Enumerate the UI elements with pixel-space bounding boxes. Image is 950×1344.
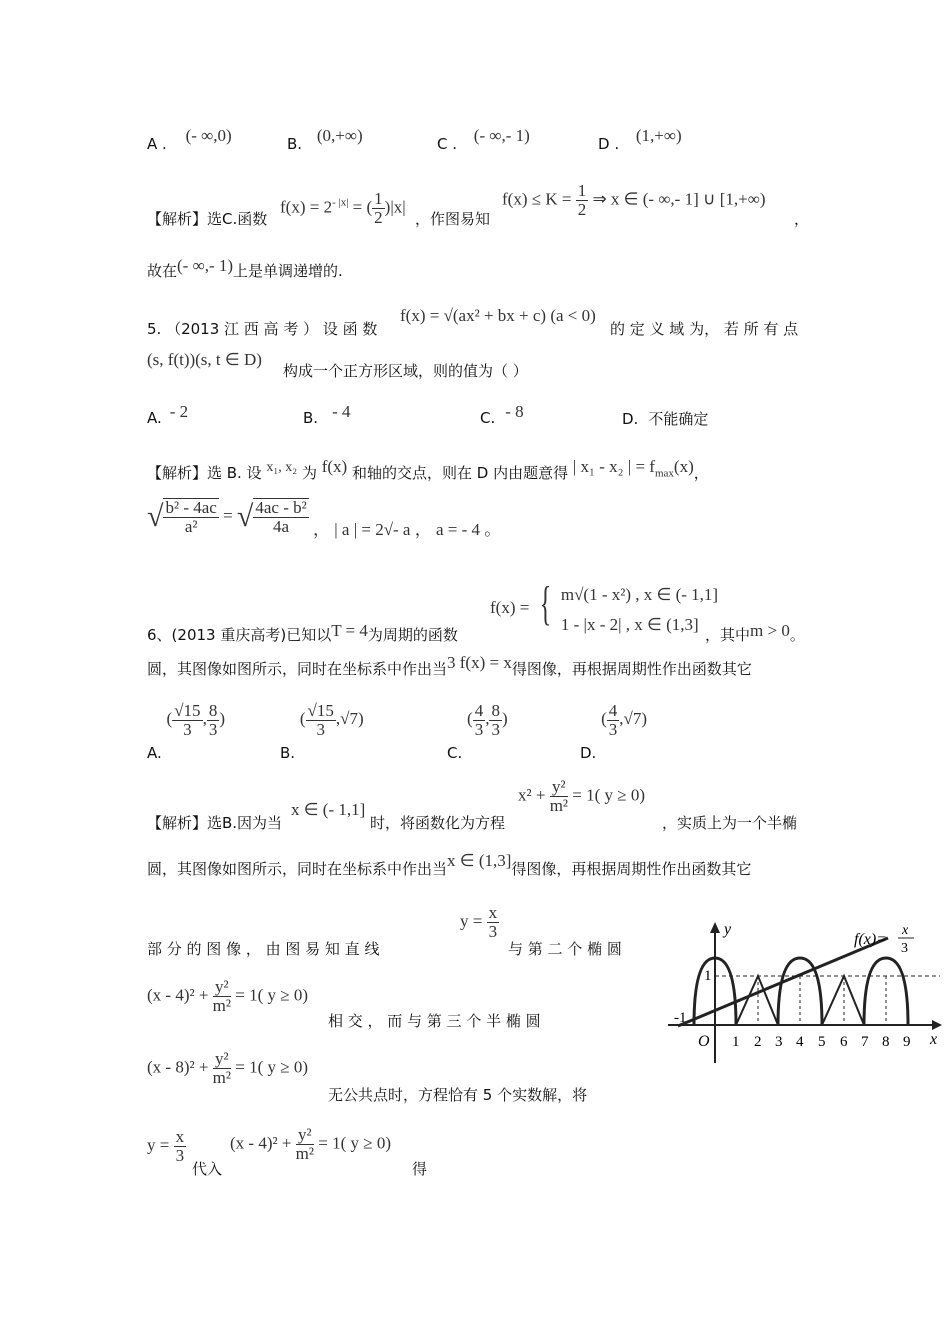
q5-intro: 5. （2013 江 西 高 考 ） 设 函 数 xyxy=(147,320,378,338)
q6-line3-a: 部 分 的 图 像 ， 由 图 易 知 直 线 xyxy=(147,940,380,958)
option-label: D . xyxy=(598,135,620,153)
q5-option-b: B. - 4 xyxy=(303,402,351,427)
q5-intro-tail: 的 定 义 域 为， 若 所 有 点 xyxy=(610,320,799,338)
y-axis-label: y xyxy=(724,921,732,938)
option-label: C . xyxy=(437,135,458,153)
y-axis-arrow-icon xyxy=(710,922,720,933)
q4-option-d xyxy=(598,126,682,154)
y-one-label: 1 xyxy=(704,968,712,984)
q6-line-eq: y = $\frac{x}{3}$ xyxy=(460,903,498,941)
option-label: B. xyxy=(287,135,303,153)
origin-label: O xyxy=(698,1033,710,1050)
x-tick-3: 3 xyxy=(775,1034,783,1050)
q6-ellipse2-repeat: (x - 4)² + $\frac{\text{y²}}{\text{m²}}$ = 1( y ≥ 0) xyxy=(230,1125,391,1163)
x-tick-1: 1 xyxy=(732,1034,740,1050)
q6-sub-in: 代入 xyxy=(192,1160,223,1178)
q6-line5-b: 无公共点时，方程恰有 5 个实数解，将 xyxy=(328,1086,588,1104)
q6-line2: 圆，其图像如图所示，同时在坐标系中作出当3 f(x) = x得图像，再根据周期性作出函数其它 xyxy=(147,653,752,678)
q6-piecewise: f(x) = { m√(1 - x²) , x ∈ (- 1,1] 1 - |x - 2| , x ∈ (1,3] xyxy=(490,577,719,634)
option-value: (- ∞,0) xyxy=(185,126,232,145)
x-tick-7: 7 xyxy=(861,1034,869,1050)
option-label: A . xyxy=(147,135,167,153)
q6-analysis-a: 【解析】选B.因为当 xyxy=(147,814,283,832)
fx-label-den: 3 xyxy=(901,941,908,956)
x-axis-label: x xyxy=(930,1031,938,1048)
x-axis-arrow-icon xyxy=(932,1020,942,1030)
q5-line2: 构成一个正方形区域，则的值为（ ） xyxy=(283,362,528,380)
q4-inequality: f(x) ≤ K = $\frac{1}{2}$ ⇒ x ∈ (- ∞,- 1] ∪ [1,+∞) xyxy=(502,181,766,219)
q6-option-d: D. ( $\frac{4}{3}$ ,√7) xyxy=(580,701,648,763)
q6-interval1: x ∈ (- 1,1] xyxy=(291,800,366,819)
q6-intro: 6、(2013 重庆高考)已知以T = 4为周期的函数 xyxy=(147,621,458,644)
q6-ellipse3: (x - 8)² + $\frac{\text{y²}}{\text{m²}}$ = 1( y ≥ 0) xyxy=(147,1049,308,1087)
q4-option-c xyxy=(437,126,530,154)
option-value: (1,+∞) xyxy=(635,126,682,145)
q6-option-c: C. ( $\frac{4}{3}$ , $\frac{8}{3}$ ) xyxy=(447,701,508,763)
x-tick-4: 4 xyxy=(796,1034,804,1050)
option-value: (0,+∞) xyxy=(316,126,363,145)
x-tick-5: 5 xyxy=(818,1034,826,1050)
q6-analysis-c: ，实质上为一个半椭 xyxy=(662,814,798,832)
semi-ellipse-graph xyxy=(668,918,950,1064)
q6-line2: 圆，其图像如图所示，同时在坐标系中作出当x ∈ (1,3]得图像，再根据周期性作出函数其它 xyxy=(147,851,752,878)
q5-option-c: C. - 8 xyxy=(480,402,524,427)
q5-analysis: 【解析】选 B. 设 x₁, x₂ 为 f(x) 和轴的交点，则在 D 内由题意得 | x₁ - x₂ | = $f_{max}(x)$， xyxy=(147,457,709,482)
x-tick-6: 6 xyxy=(840,1034,848,1050)
q4-option-a xyxy=(147,126,232,154)
triangle-2 xyxy=(822,976,864,1025)
q4-mid-text: ，作图易知 xyxy=(415,210,491,228)
q6-line4-b: 相 交 ， 而 与 第 三 个 半 椭 圆 xyxy=(328,1012,541,1030)
q6-option-b: B. ( $\frac{√15}{3}$ ,√7) xyxy=(280,701,364,763)
q6-substitute-line: y = $\frac{x}{3}$ xyxy=(147,1127,185,1165)
x-tick-8: 8 xyxy=(882,1034,890,1050)
q4-option-b xyxy=(287,126,363,154)
q4-conclusion: 故在(- ∞,- 1)上是单调递增的. xyxy=(147,256,343,280)
q4-analysis-prefix: 【解析】选C.函数 xyxy=(147,210,268,228)
q6-analysis-b: 时，将函数化为方程 xyxy=(370,814,506,832)
q5-derivation: √ $\frac{\text{b² - 4ac}}{\text{a²}}$ = √ $\frac{\text{4ac - b²}}{4a}$ ， | a | = 2√- a ， a = - 4 。 xyxy=(147,498,502,539)
q5-option-a: A. - 2 xyxy=(147,402,189,427)
q6-line3-b: 与 第 二 个 椭 圆 xyxy=(508,940,622,958)
q6-m-condition: ，其中m > 0。 xyxy=(705,621,805,644)
q6-option-a: A. ( $\frac{√15}{3}$ , $\frac{8}{3}$ ) xyxy=(147,701,225,763)
option-value: (- ∞,- 1) xyxy=(473,126,530,145)
q5-points: (s, f(t))(s, t ∈ D) xyxy=(147,350,262,369)
q6-ellipse2: (x - 4)² + $\frac{\text{y²}}{\text{m²}}$ = 1( y ≥ 0) xyxy=(147,977,308,1015)
q4-function-def: $f(x) = 2^{- |x|}$ = ( $\frac{1}{2}$ )|x| xyxy=(280,189,406,227)
fx-label: f(x)= xyxy=(854,931,887,948)
q5-function: f(x) = √(ax² + bx + c) (a < 0) xyxy=(400,306,596,325)
q6-ellipse: x² + $\frac{\text{y²}}{\text{m²}}$ = 1( y ≥ 0) xyxy=(518,777,646,815)
fx-label-num: x xyxy=(902,923,909,938)
x-tick-2: 2 xyxy=(754,1034,762,1050)
x-tick-9: 9 xyxy=(903,1034,911,1050)
q5-option-d: D. 不能确定 xyxy=(622,410,709,428)
q4-comma: ， xyxy=(794,210,810,228)
q6-de: 得 xyxy=(412,1160,428,1178)
y-neg-one-label: -1 xyxy=(674,1010,687,1026)
